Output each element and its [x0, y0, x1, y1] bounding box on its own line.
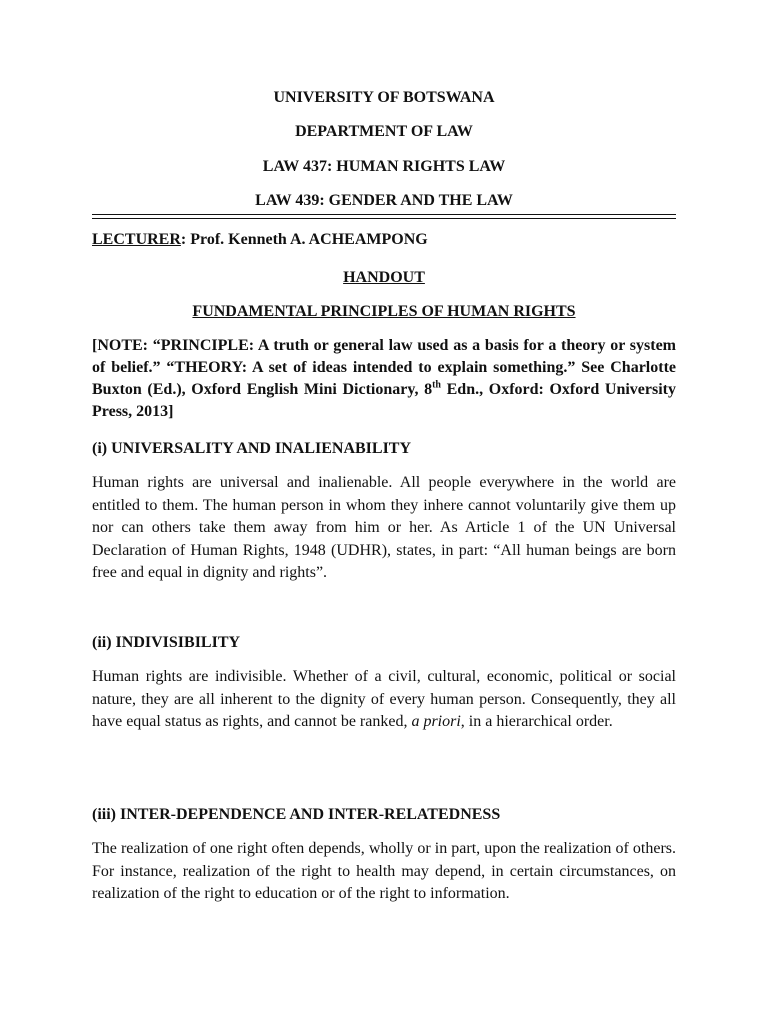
course-title-439: LAW 439: GENDER AND THE LAW	[255, 192, 513, 209]
section-body-interdependence: The realization of one right often depends, wholly or in part, upon the realization of others. For instance, realization of the right to health may depend, in certain circumstances, on realization of the right to education or of the right to information.	[92, 840, 676, 902]
note-paragraph	[92, 335, 676, 423]
indivisibility-text-1: Human rights are indivisible. Whether of a civil, cultural, economic, political or social nature, they are all inherent to the dignity of every human person. Consequently, they all have equal status as rights, and cannot be ranked,	[92, 668, 676, 730]
section-body-universality: Human rights are universal and inalienable. All people everywhere in the world are entitled to them. The human person in whom they inhere cannot voluntarily give them up nor can others take them away from him or her. As Article 1 of the UN Universal Declaration of Human Rights, 1948 (UDHR), states, in part: “All human beings are born free and equal in dignity and rights”.	[92, 474, 676, 581]
indivisibility-italic: a priori	[411, 713, 461, 730]
note-superscript: th	[432, 379, 441, 391]
handout-title: HANDOUT	[343, 269, 425, 286]
department-name: DEPARTMENT OF LAW	[295, 123, 473, 140]
document-title: FUNDAMENTAL PRINCIPLES OF HUMAN RIGHTS	[192, 303, 576, 320]
section-heading-indivisibility: (ii) INDIVISIBILITY	[92, 634, 241, 651]
course-title-437: LAW 437: HUMAN RIGHTS LAW	[262, 158, 506, 175]
header-rule-bottom	[92, 218, 676, 219]
section-heading-interdependence: (iii) INTER-DEPENDENCE AND INTER-RELATEDNESS	[92, 806, 501, 823]
note-text-2: Edn., Oxford: Oxford University Press, 2013]	[92, 381, 676, 420]
section-body-indivisibility	[92, 666, 676, 734]
header-rule-top	[92, 214, 676, 215]
university-name: UNIVERSITY OF BOTSWANA	[273, 89, 495, 106]
lecturer-name: : Prof. Kenneth A. ACHEAMPONG	[180, 231, 428, 248]
note-text-1: [NOTE: “PRINCIPLE: A truth or general law used as a basis for a theory or system of belief.” “THEORY: A set of ideas intended to explain something.” See Charlotte Buxton (Ed.), Oxford English Mini Dictionary, 8	[92, 337, 676, 398]
section-heading-universality: (i) UNIVERSALITY AND INALIENABILITY	[92, 440, 412, 457]
lecturer-label: LECTURER	[92, 231, 181, 248]
indivisibility-text-2: , in a hierarchical order.	[460, 713, 613, 730]
lecturer-line	[92, 230, 428, 250]
